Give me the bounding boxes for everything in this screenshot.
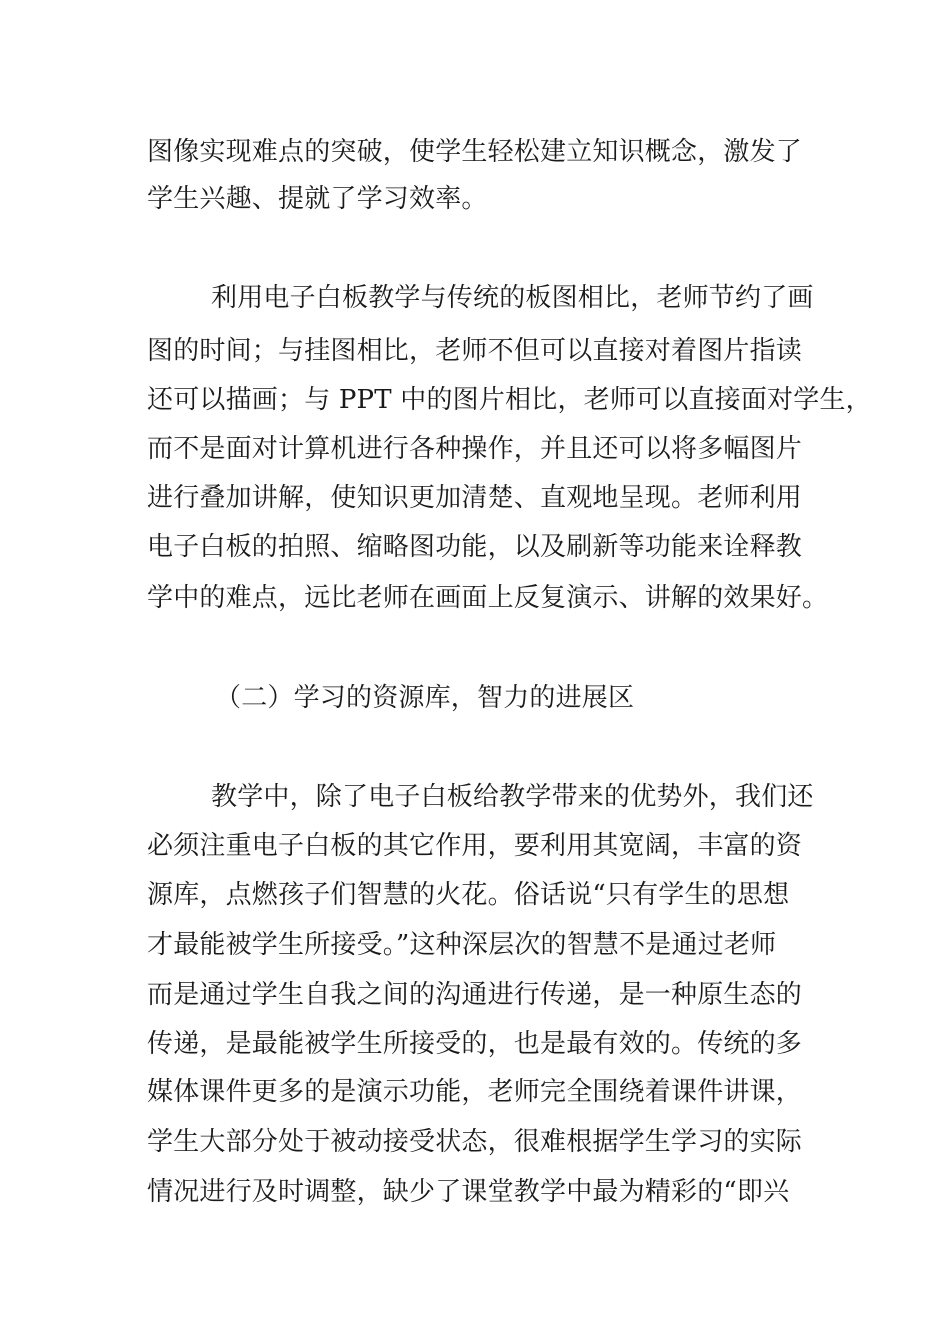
paragraph-3-line-8: 学生大部分处于被动接受状态，很难根据学生学习的实际	[147, 1127, 803, 1157]
paragraph-3-line-1: 教学中，除了电子白板给教学带来的优势外，我们还	[211, 782, 814, 812]
paragraph-2-line-7: 学中的难点，远比老师在画面上反复演示、讲解的效果好。	[147, 583, 829, 613]
paragraph-3-line-6: 传递，是最能被学生所接受的，也是最有效的。传统的多	[147, 1029, 803, 1059]
paragraph-1-line-2: 学生兴趣、提就了学习效率。	[147, 184, 488, 214]
paragraph-2-line-4: 而不是面对计算机进行各种操作，并且还可以将多幅图片	[147, 434, 803, 464]
paragraph-2-line-1: 利用电子白板教学与传统的板图相比，老师节约了画	[211, 283, 814, 313]
paragraph-1-line-1: 图像实现难点的突破，使学生轻松建立知识概念，激发了	[147, 137, 803, 167]
paragraph-3-line-7: 媒体课件更多的是演示功能，老师完全围绕着课件讲课，	[147, 1077, 803, 1107]
paragraph-3-line-5: 而是通过学生自我之间的沟通进行传递，是一种原生态的	[147, 980, 803, 1010]
paragraph-3-line-9: 情况进行及时调整，缺少了课堂教学中最为精彩的“即兴	[147, 1177, 790, 1207]
section-heading: （二）学习的资源库，智力的进展区	[215, 683, 635, 713]
paragraph-2-line-6: 电子白板的拍照、缩略图功能，以及刷新等功能来诠释教	[147, 532, 803, 562]
paragraph-3-line-4: 才最能被学生所接受。”这种深层次的智慧不是通过老师	[147, 930, 777, 960]
paragraph-2-line-5: 进行叠加讲解，使知识更加清楚、直观地呈现。老师利用	[147, 483, 803, 513]
paragraph-2-line-2: 图的时间；与挂图相比，老师不但可以直接对着图片指读	[147, 336, 803, 366]
paragraph-3-line-3: 源库，点燃孩子们智慧的火花。俗话说“只有学生的思想	[147, 880, 790, 910]
paragraph-2-line-3: 还可以描画；与 PPT 中的图片相比，老师可以直接面对学生，	[147, 385, 872, 415]
paragraph-3-line-2: 必须注重电子白板的其它作用，要利用其宽阔，丰富的资	[147, 831, 803, 861]
